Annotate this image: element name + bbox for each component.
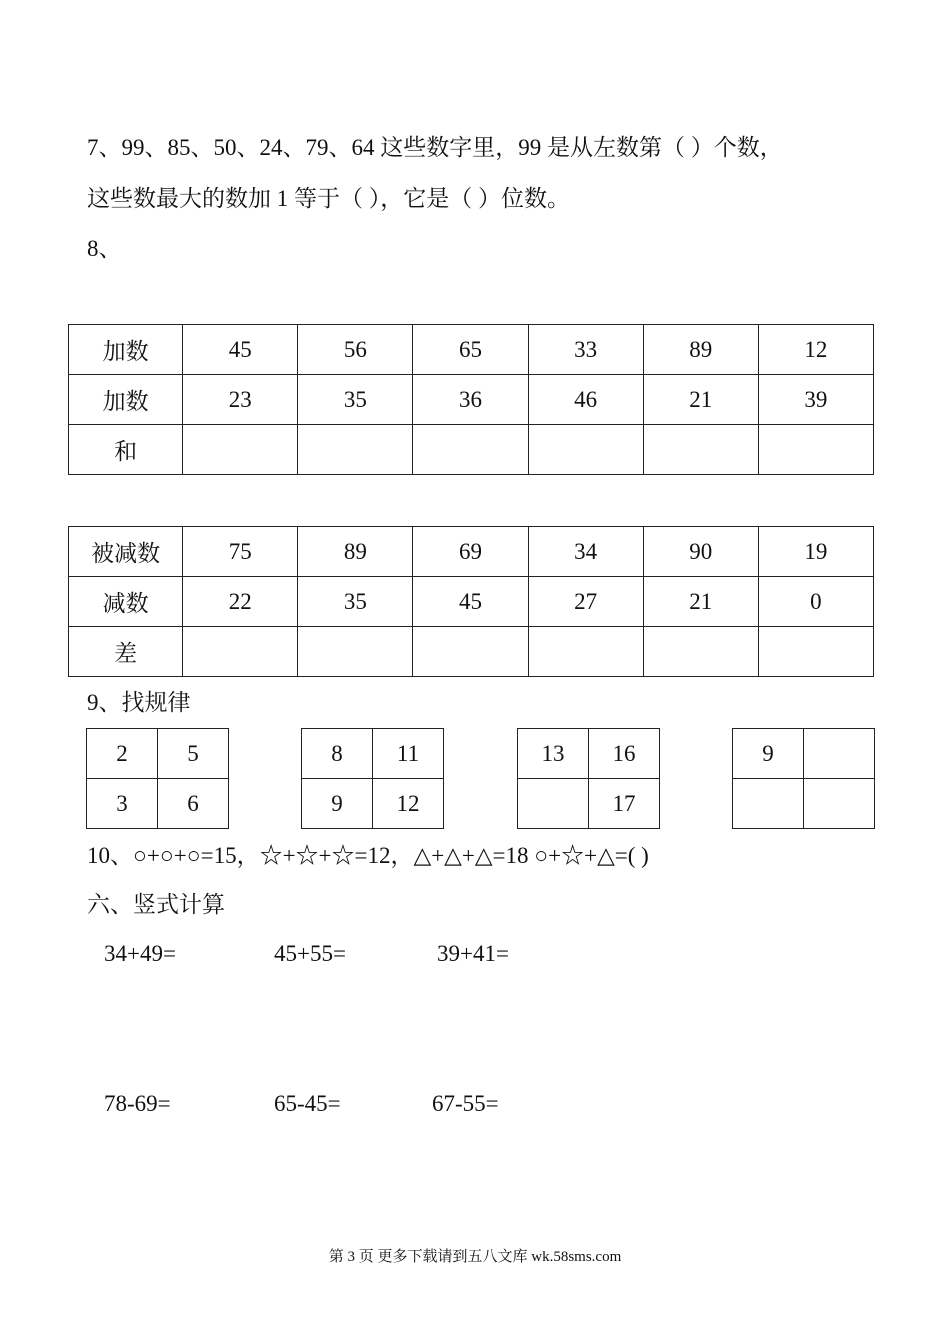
table-row	[69, 325, 874, 375]
table-cell: 和	[69, 425, 183, 475]
table-cell: 11	[373, 729, 444, 779]
table-row	[69, 527, 874, 577]
table-cell: 23	[183, 375, 298, 425]
table-cell: 12	[758, 325, 873, 375]
q7-line-2: 这些数最大的数加 1 等于（ ），它是（ ）位数。	[87, 186, 570, 211]
table-cell	[733, 779, 804, 829]
table-row	[733, 729, 875, 779]
section-6-title: 六、竖式计算	[87, 892, 225, 917]
table-cell	[804, 729, 875, 779]
pattern-grid-2	[301, 728, 444, 829]
calc-problem: 65-45=	[274, 1091, 341, 1116]
pattern-grid-1	[86, 728, 229, 829]
table-cell: 89	[298, 527, 413, 577]
table-cell: 被减数	[69, 527, 183, 577]
table-row	[87, 779, 229, 829]
table-cell: 45	[183, 325, 298, 375]
table-cell	[528, 627, 643, 677]
table-row	[69, 425, 874, 475]
table-row	[518, 729, 660, 779]
table-cell: 5	[158, 729, 229, 779]
table-cell: 6	[158, 779, 229, 829]
table-cell: 2	[87, 729, 158, 779]
table-row	[69, 577, 874, 627]
table-cell	[804, 779, 875, 829]
table-cell	[183, 627, 298, 677]
table-cell	[413, 627, 528, 677]
table-cell: 19	[758, 527, 873, 577]
table-cell: 34	[528, 527, 643, 577]
table-cell: 90	[643, 527, 758, 577]
table-cell	[298, 425, 413, 475]
table-cell: 21	[643, 375, 758, 425]
table-cell: 56	[298, 325, 413, 375]
table-cell: 21	[643, 577, 758, 627]
table-cell	[758, 627, 873, 677]
table-row	[302, 779, 444, 829]
table-cell: 加数	[69, 375, 183, 425]
table-cell: 27	[528, 577, 643, 627]
table-cell: 22	[183, 577, 298, 627]
table-cell: 35	[298, 375, 413, 425]
pattern-grid-4	[732, 728, 875, 829]
table-cell: 45	[413, 577, 528, 627]
table-cell: 35	[298, 577, 413, 627]
q8-label: 8、	[87, 236, 122, 261]
table-row	[733, 779, 875, 829]
table-cell: 17	[589, 779, 660, 829]
table-cell	[643, 425, 758, 475]
table-cell: 65	[413, 325, 528, 375]
table-cell: 8	[302, 729, 373, 779]
table-cell	[183, 425, 298, 475]
table-cell: 13	[518, 729, 589, 779]
table-cell	[518, 779, 589, 829]
table-cell: 75	[183, 527, 298, 577]
table-cell: 9	[302, 779, 373, 829]
pattern-grid-3	[517, 728, 660, 829]
table-cell: 加数	[69, 325, 183, 375]
calc-problem: 39+41=	[437, 941, 509, 966]
calc-problem: 45+55=	[274, 941, 346, 966]
table-cell: 69	[413, 527, 528, 577]
table-cell: 差	[69, 627, 183, 677]
table-cell: 89	[643, 325, 758, 375]
q9-label: 9、找规律	[87, 690, 191, 715]
table-cell	[528, 425, 643, 475]
q10-text: 10、○+○+○=15，☆+☆+☆=12，△+△+△=18 ○+☆+△=( )	[87, 843, 649, 868]
table-cell	[758, 425, 873, 475]
table-cell: 36	[413, 375, 528, 425]
table-row	[69, 627, 874, 677]
table-cell: 3	[87, 779, 158, 829]
subtraction-table	[68, 526, 874, 677]
table-cell: 16	[589, 729, 660, 779]
table-cell: 0	[758, 577, 873, 627]
table-cell: 减数	[69, 577, 183, 627]
q7-line-1: 7、99、85、50、24、79、64 这些数字里，99 是从左数第（ ）个数，	[87, 135, 783, 160]
addition-table	[68, 324, 874, 475]
table-row	[87, 729, 229, 779]
table-cell: 33	[528, 325, 643, 375]
table-cell: 46	[528, 375, 643, 425]
table-cell: 39	[758, 375, 873, 425]
table-cell	[413, 425, 528, 475]
calc-problem: 34+49=	[104, 941, 176, 966]
table-row	[518, 779, 660, 829]
table-cell	[298, 627, 413, 677]
table-cell: 12	[373, 779, 444, 829]
table-row	[69, 375, 874, 425]
table-row	[302, 729, 444, 779]
table-cell	[643, 627, 758, 677]
page-footer: 第 3 页 更多下载请到五八文库 wk.58sms.com	[328, 1249, 622, 1265]
calc-problem: 78-69=	[104, 1091, 171, 1116]
calc-problem: 67-55=	[432, 1091, 499, 1116]
table-cell: 9	[733, 729, 804, 779]
